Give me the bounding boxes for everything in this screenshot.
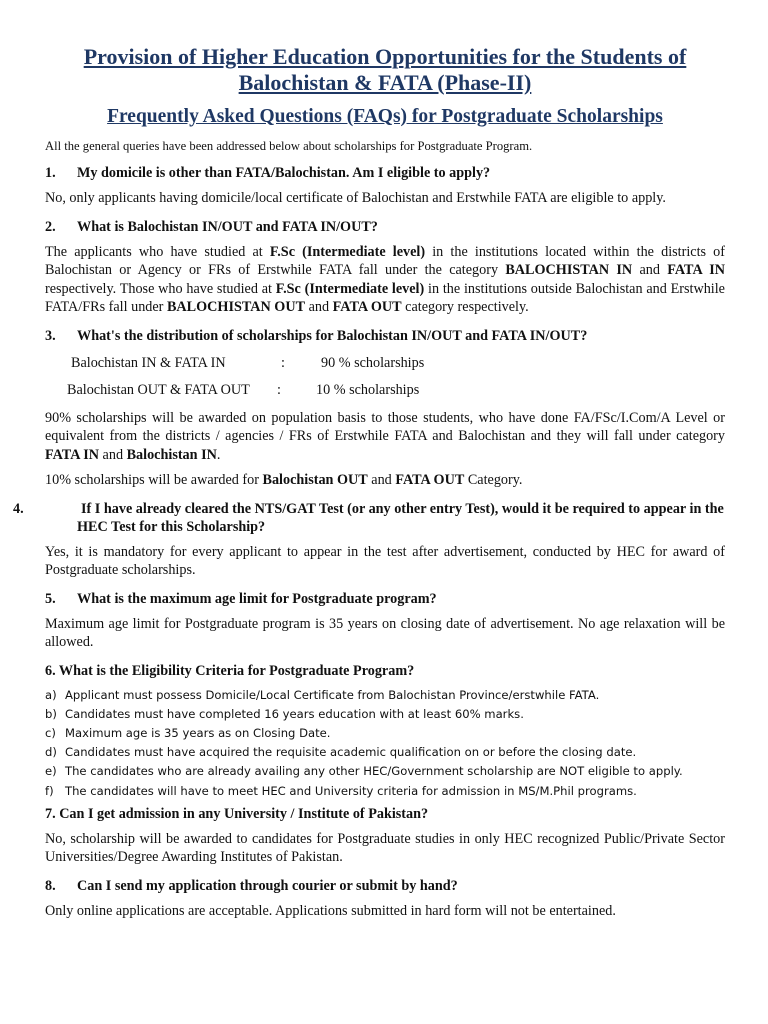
- question-text: My domicile is other than FATA/Balochistan. Am I eligible to apply?: [77, 165, 491, 181]
- list-item-letter: d): [45, 745, 57, 760]
- answer-text: 10% scholarships will be awarded for: [45, 472, 263, 488]
- answer-emphasis: FATA IN: [667, 262, 725, 278]
- faq-answer-4: Yes, it is mandatory for every applicant to appear in the test after advertisement, conducted by HEC for award of Postgraduate scholarships.: [45, 543, 725, 578]
- question-text: What is Balochistan IN/OUT and FATA IN/OUT?: [77, 218, 378, 235]
- list-item-letter: a): [45, 687, 57, 702]
- answer-text: and: [367, 472, 396, 488]
- list-item: [45, 724, 725, 743]
- answer-emphasis: BALOCHISTAN OUT: [166, 299, 306, 315]
- faq-question-3: [45, 327, 725, 345]
- list-item: [45, 686, 725, 705]
- answer-emphasis: F.Sc (Intermediate level): [275, 280, 425, 297]
- answer-text: 90% scholarships will be awarded on population basis to those students, who have done FA/FSc/I.Com/A Level or equivalent from the districts / agencies / FRs of Erstwhile FATA and Balochistan and they will fall under category: [45, 409, 725, 444]
- distribution-value: 90 % scholarships: [321, 354, 425, 371]
- list-item-text: The candidates will have to meet HEC and University criteria for admission in MS/M.Phil programs.: [65, 783, 637, 798]
- answer-emphasis: BALOCHISTAN IN: [505, 262, 633, 278]
- distribution-label: Balochistan OUT & FATA OUT: [67, 381, 250, 398]
- intro-text: All the general queries have been addressed below about scholarships for Postgraduate Program.: [45, 139, 533, 153]
- answer-text: respectively. Those who have studied at: [45, 280, 276, 297]
- question-text: If I have already cleared the NTS/GAT Test (or any other entry Test), would it be required to appear in the HEC Test for this Scholarship?: [77, 500, 724, 535]
- document-title: [45, 44, 725, 96]
- question-number: 3.: [45, 327, 56, 344]
- answer-emphasis: Balochistan OUT: [262, 472, 368, 488]
- faq-answer-3-para-2: [45, 471, 725, 490]
- distribution-colon: :: [281, 354, 285, 371]
- list-item-text: Maximum age is 35 years as on Closing Date.: [65, 725, 331, 740]
- faq-question-8: [45, 877, 725, 895]
- question-number: 4.: [13, 500, 24, 517]
- list-item: [45, 705, 725, 724]
- list-item-letter: f): [45, 783, 54, 798]
- answer-emphasis: F.Sc (Intermediate level): [269, 243, 426, 260]
- distribution-row: [45, 354, 725, 372]
- faq-question-6: 6. What is the Eligibility Criteria for Postgraduate Program?: [45, 662, 415, 679]
- question-number: 1.: [45, 165, 56, 181]
- answer-emphasis: FATA OUT: [395, 472, 465, 488]
- answer-text: The applicants who have studied at: [45, 243, 270, 260]
- answer-text: and: [632, 262, 668, 278]
- answer-text: Category.: [464, 472, 523, 488]
- faq-question-7: 7. Can I get admission in any University / Institute of Pakistan?: [45, 805, 429, 822]
- faq-question-1: [45, 164, 725, 182]
- faq-answer-3-para-1: [45, 409, 725, 465]
- answer-text: and: [305, 299, 333, 315]
- answer-emphasis: FATA IN: [45, 446, 99, 463]
- title-line-2: Balochistan & FATA (Phase-II): [238, 70, 532, 95]
- answer-emphasis: FATA OUT: [332, 299, 402, 315]
- faq-question-5: [45, 590, 725, 608]
- question-text: What's the distribution of scholarships for Balochistan IN/OUT and FATA IN/OUT?: [77, 327, 588, 344]
- distribution-label: Balochistan IN & FATA IN: [71, 354, 226, 371]
- list-item: [45, 743, 725, 762]
- question-text: Can I send my application through courier or submit by hand?: [77, 877, 458, 894]
- list-item-text: Candidates must have completed 16 years education with at least 60% marks.: [65, 706, 524, 721]
- list-item-letter: c): [45, 725, 56, 740]
- list-item-text: The candidates who are already availing any other HEC/Government scholarship are NOT eligible to apply.: [65, 764, 683, 779]
- list-item: [45, 762, 725, 781]
- faq-answer-2: [45, 243, 725, 317]
- question-number: 2.: [45, 218, 56, 235]
- list-item: [45, 782, 725, 801]
- question-number: 8.: [45, 877, 56, 894]
- answer-emphasis: Balochistan IN: [126, 446, 217, 463]
- document-subtitle: Frequently Asked Questions (FAQs) for Postgraduate Scholarships: [107, 106, 663, 127]
- eligibility-criteria-list: [45, 686, 725, 801]
- answer-text: and: [99, 446, 127, 463]
- question-text: What is the maximum age limit for Postgraduate program?: [77, 590, 437, 607]
- answer-text: .: [216, 446, 221, 463]
- list-item-text: Candidates must have acquired the requisite academic qualification on or before the closing date.: [65, 745, 637, 760]
- faq-answer-1: No, only applicants having domicile/local certificate of Balochistan and Erstwhile FATA are eligible to apply.: [45, 190, 666, 206]
- list-item-text: Applicant must possess Domicile/Local Certificate from Balochistan Province/erstwhile FATA.: [65, 687, 600, 702]
- distribution-value: 10 % scholarships: [316, 381, 420, 398]
- question-number: 5.: [45, 590, 56, 607]
- answer-text: in the institutions outside Balochistan and Erstwhile FATA/FRs fall under: [45, 280, 725, 315]
- distribution-row: [45, 381, 725, 399]
- faq-answer-5: Maximum age limit for Postgraduate program is 35 years on closing date of advertisement. No age relaxation will be allowed.: [45, 615, 725, 650]
- title-line-1: Provision of Higher Education Opportunities for the Students of: [83, 44, 687, 69]
- faq-question-4: [13, 500, 725, 536]
- list-item-letter: e): [45, 764, 57, 779]
- faq-answer-8: Only online applications are acceptable. Applications submitted in hard form will not be entertained.: [45, 902, 616, 919]
- document-page: [13, 44, 725, 920]
- answer-text: category respectively.: [401, 299, 529, 315]
- distribution-colon: :: [277, 381, 281, 398]
- answer-text: in the institutions located within the districts of Balochistan or Agency or FRs of Erstwhile FATA fall under the category: [45, 243, 725, 278]
- faq-answer-7: No, scholarship will be awarded to candidates for Postgraduate studies in only HEC recognized Public/Private Sector Universities/Degree Awarding Institutes of Pakistan.: [45, 830, 725, 866]
- faq-question-2: [45, 218, 725, 236]
- list-item-letter: b): [45, 706, 57, 721]
